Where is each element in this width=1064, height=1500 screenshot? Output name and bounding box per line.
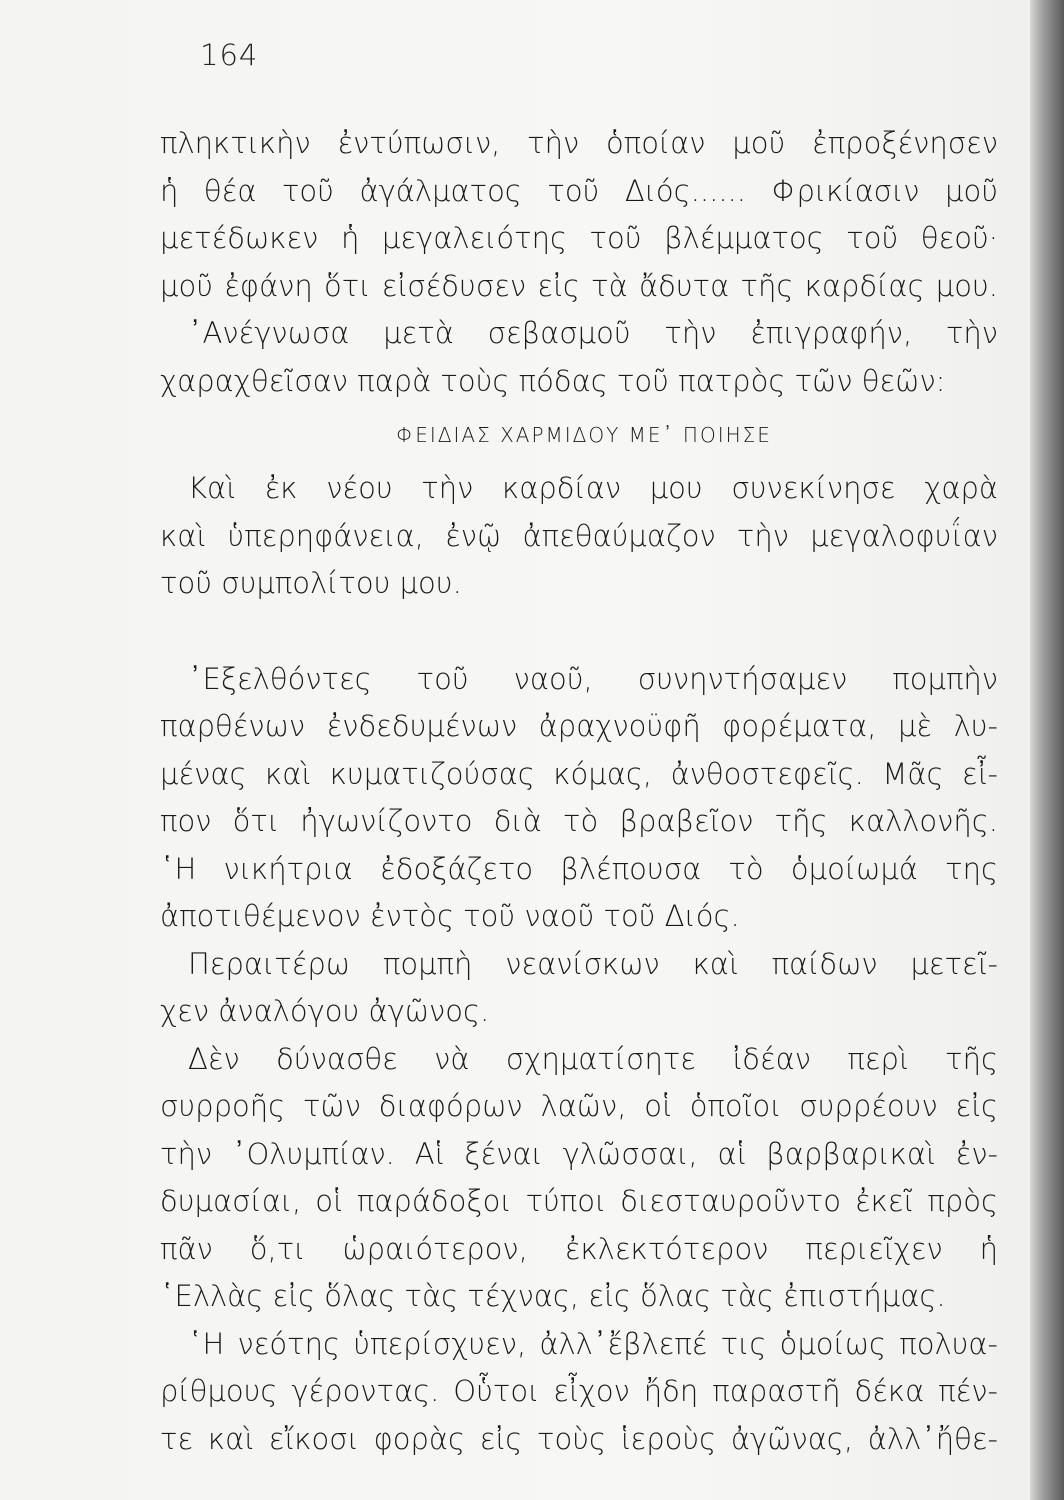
text-line: τὴν ᾿Ολυμπίαν. Αἱ ξέναι γλῶσσαι, αἱ βαρβαρικαὶ ἐν- — [160, 1136, 998, 1171]
text-line: ρίθμους γέροντας. Οὗτοι εἶχον ἤδη παραστῆ δέκα πέν- — [160, 1374, 998, 1408]
text-line: ἀποτιθέμενον ἐντὸς τοῦ ναοῦ τοῦ Διός. — [160, 899, 740, 933]
text-line: ῾Η νικήτρια ἐδοξάζετο βλέπουσα τὸ ὁμοίωμά της — [160, 851, 998, 886]
text-line: Καὶ ἐκ νέου τὴν καρδίαν μου συνεκίνησε χαρὰ — [188, 471, 998, 505]
text-line: ῾Ελλὰς εἰς ὅλας τὰς τέχνας, εἰς ὅλας τὰς ἐπιστήμας. — [160, 1279, 946, 1313]
text-line: ἡ θέα τοῦ ἀγάλματος τοῦ Διός...... Φρικίασιν μοῦ — [160, 173, 998, 208]
page-number: 164 — [200, 38, 259, 72]
text-line: χεν ἀναλόγου ἀγῶνος. — [160, 994, 490, 1028]
text-line: τοῦ συμπολίτου μου. — [160, 566, 462, 600]
text-line: ᾿Εξελθόντες τοῦ ναοῦ, συνηντήσαμεν πομπὴν — [188, 661, 998, 696]
text-line: μοῦ ἐφάνη ὅτι εἰσέδυσεν εἰς τὰ ἄδυτα τῆς καρδίας μου. — [160, 268, 998, 303]
text-line: ᾿Ανέγνωσα μετὰ σεβασμοῦ τὴν ἐπιγραφήν, τὴν — [188, 316, 998, 350]
paragraph-gap — [160, 608, 998, 656]
body-text — [160, 120, 998, 1463]
text-line: Περαιτέρω πομπὴ νεανίσκων καὶ παίδων μετεῖ- — [188, 946, 998, 981]
text-line: μετέδωκεν ἡ μεγαλειότης τοῦ βλέμματος τοῦ θεοῦ· — [160, 221, 998, 255]
text-line: συρροῆς τῶν διαφόρων λαῶν, οἱ ὁποῖοι συρρέουν εἰς — [160, 1089, 998, 1123]
text-line: πᾶν ὅ,τι ὡραιότερον, ἐκλεκτότερον περιεῖχεν ἡ — [160, 1231, 998, 1266]
text-line: Δὲν δύνασθε νὰ σχηματίσητε ἰδέαν περὶ τῆς — [188, 1041, 998, 1076]
text-line: πον ὅτι ἠγωνίζοντο διὰ τὸ βραβεῖον τῆς καλλονῆς. — [160, 804, 998, 838]
inscription: ΦΕΙΔΙΑΣ ΧΑΡΜΙΔΟΥ ΜΕ᾿ ΠΟΙΗΣΕ — [396, 423, 772, 447]
text-line: ῾Η νεότης ὑπερίσχυεν, ἀλλ᾿ἔβλεπέ τις ὁμοίως πολυα- — [188, 1326, 998, 1361]
text-line: τε καὶ εἴκοσι φορὰς εἰς τοὺς ἱεροὺς ἀγῶνας, ἀλλ᾿ἤθε- — [160, 1421, 998, 1456]
text-line: δυμασίαι, οἱ παράδοξοι τύποι διεσταυροῦντο ἐκεῖ πρὸς — [160, 1184, 998, 1218]
text-line: μένας καὶ κυματιζούσας κόμας, ἀνθοστεφεῖς. Μᾶς εἶ- — [160, 756, 998, 791]
text-line: πληκτικὴν ἐντύπωσιν, τὴν ὁποίαν μοῦ ἐπροξένησεν — [160, 126, 998, 160]
book-spine-shadow — [1030, 0, 1064, 1500]
text-line: καὶ ὑπερηφάνεια, ἐνῷ ἀπεθαύμαζον τὴν μεγαλοφυΐαν — [160, 518, 998, 553]
text-line: παρθένων ἐνδεδυμένων ἀραχνοϋφῆ φορέματα, μὲ λυ- — [160, 709, 998, 743]
text-line: χαραχθεῖσαν παρὰ τοὺς πόδας τοῦ πατρὸς τῶν θεῶν: — [160, 363, 946, 398]
